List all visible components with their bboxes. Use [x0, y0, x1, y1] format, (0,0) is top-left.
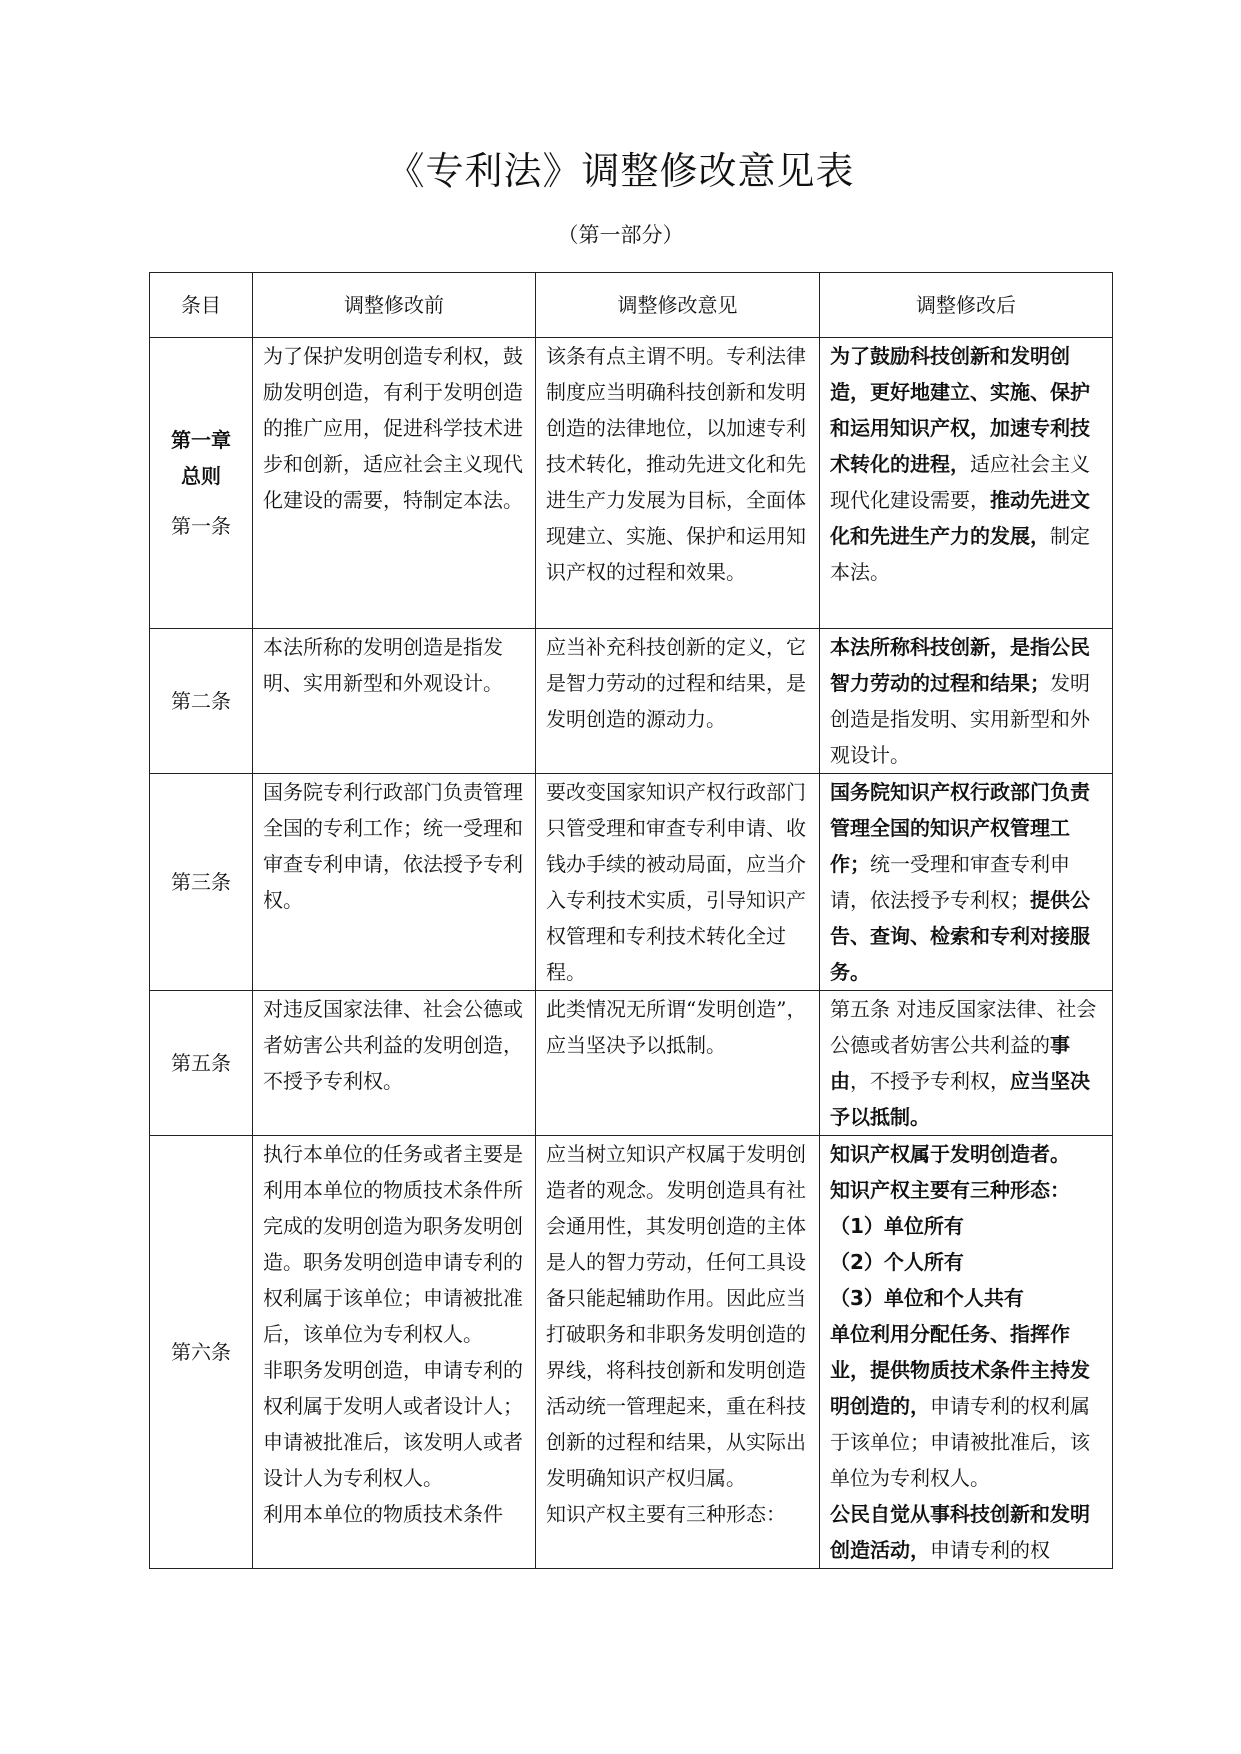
before-paragraph: 执行本单位的任务或者主要是利用本单位的物质技术条件所完成的发明创造为职务发明创造。职务发明创造申请专利的权利属于该单位；申请被批准后，该单位为专利权人。 [263, 1142, 523, 1346]
after-text: 第五条 对违反国家法律、社会公德或者妨害公共利益的 [830, 997, 1097, 1057]
header-after: 调整修改后 [820, 273, 1113, 338]
page-title: 《专利法》调整修改意见表 [386, 149, 855, 193]
opinion-paragraph: 知识产权主要有三种形态： [546, 1502, 786, 1526]
after-text-bold: （1）单位所有 [830, 1214, 964, 1238]
article-label: 第六条 [150, 1136, 253, 1569]
table-row [150, 338, 1113, 629]
after-paragraph [830, 1172, 1102, 1208]
article-label: 第五条 [150, 991, 253, 1136]
opinion-cell: 要改变国家知识产权行政部门只管受理和审查专利申请、收钱办手续的被动局面，应当介入专利技术实质，引导知识产权管理和专利技术转化全过程。 [536, 774, 820, 991]
after-text-bold: 为了鼓励科技创新和发明创造，更好地建立、实施、保护和运用知识产权，加速专利技术转化的进程， [830, 344, 1090, 476]
after-paragraph [830, 1208, 1102, 1244]
after-text: 统一受理和审查专利申请，依法授予专利权； [830, 852, 1070, 912]
after-text-bold: 本法所称科技创新，是指公民智力劳动的过程和结果； [830, 635, 1090, 695]
before-cell: 为了保护发明创造专利权，鼓励发明创造，有利于发明创造的推广应用，促进科学技术进步和创新，适应社会主义现代化建设的需要，特制定本法。 [253, 338, 536, 629]
after-text-bold: 知识产权属于发明创造者。 [830, 1142, 1070, 1166]
after-paragraph [830, 1136, 1102, 1172]
header-opinion: 调整修改意见 [536, 273, 820, 338]
after-cell [820, 629, 1113, 774]
after-text: 申请专利的权利属于该单位；申请被批准后，该单位为专利权人。 [830, 1394, 1090, 1490]
opinion-cell: 应当补充科技创新的定义，它是智力劳动的过程和结果，是发明创造的源动力。 [536, 629, 820, 774]
after-text: ，不授予专利权， [850, 1069, 1010, 1093]
article-label: 第二条 [150, 629, 253, 774]
after-text-bold: 推动先进文化和先进生产力的发展， [830, 488, 1090, 548]
header-before: 调整修改前 [253, 273, 536, 338]
after-paragraph [830, 1316, 1102, 1496]
table-row [150, 991, 1113, 1136]
chapter-label: 第一章 [171, 428, 231, 452]
after-text-bold: 国务院知识产权行政部门负责管理全国的知识产权管理工作； [830, 780, 1090, 876]
before-paragraph: 非职务发明创造，申请专利的权利属于发明人或者设计人；申请被批准后，该发明人或者设计人为专利权人。 [263, 1358, 523, 1490]
after-cell [820, 338, 1113, 629]
after-cell [820, 1136, 1113, 1569]
before-paragraph: 利用本单位的物质技术条件 [263, 1502, 503, 1526]
table-row [150, 774, 1113, 991]
before-cell: 对违反国家法律、社会公德或者妨害公共利益的发明创造，不授予专利权。 [253, 991, 536, 1136]
after-text-bold: （2）个人所有 [830, 1250, 964, 1274]
after-text: 发明创造是指发明、实用新型和外观设计。 [830, 671, 1090, 767]
table-row [150, 1136, 1113, 1569]
article-cell [150, 338, 253, 629]
after-text-bold: 单位利用分配任务、指挥作业，提供物质技术条件主持发明创造的， [830, 1322, 1090, 1418]
after-paragraph [830, 1496, 1102, 1568]
article-label: 第三条 [150, 774, 253, 991]
page-subtitle: （第一部分） [557, 223, 684, 247]
after-text-bold: 应当坚决予以抵制。 [830, 1069, 1090, 1129]
amendment-table [149, 272, 1113, 1569]
after-text-bold: 事由 [830, 1033, 1070, 1093]
after-paragraph [830, 1280, 1102, 1316]
article-label: 第一条 [171, 514, 231, 538]
after-text-bold: 公民自觉从事科技创新和发明创造活动， [830, 1502, 1090, 1562]
table-row [150, 629, 1113, 774]
section-label: 总则 [181, 464, 221, 488]
before-cell [253, 1136, 536, 1569]
before-cell: 本法所称的发明创造是指发明、实用新型和外观设计。 [253, 629, 536, 774]
opinion-cell: 该条有点主谓不明。专利法律制度应当明确科技创新和发明创造的法律地位，以加速专利技术转化，推动先进文化和先进生产力发展为目标，全面体现建立、实施、保护和运用知识产权的过程和效果。 [536, 338, 820, 629]
header-article: 条目 [150, 273, 253, 338]
before-cell: 国务院专利行政部门负责管理全国的专利工作；统一受理和审查专利申请，依法授予专利权。 [253, 774, 536, 991]
table-header-row [150, 273, 1113, 338]
after-text: 适应社会主义现代化建设需要， [830, 452, 1090, 512]
after-paragraph [830, 1244, 1102, 1280]
after-text-bold: 提供公告、查询、检索和专利对接服务。 [830, 888, 1090, 984]
opinion-cell: 此类情况无所谓“发明创造”，应当坚决予以抵制。 [536, 991, 820, 1136]
after-text-bold: （3）单位和个人共有 [830, 1286, 1024, 1310]
after-text: 制定本法。 [830, 524, 1090, 584]
after-cell [820, 991, 1113, 1136]
after-cell [820, 774, 1113, 991]
opinion-paragraph: 应当树立知识产权属于发明创造者的观念。发明创造具有社会通用性，其发明创造的主体是人的智力劳动，任何工具设备只能起辅助作用。因此应当打破职务和非职务发明创造的界线，将科技创新和发明创造活动统一管理起来，重在科技创新的过程和结果，从实际出发明确知识产权归属。 [546, 1142, 806, 1490]
opinion-cell [536, 1136, 820, 1569]
after-text-bold: 知识产权主要有三种形态： [830, 1178, 1070, 1202]
after-text: 申请专利的权 [930, 1538, 1050, 1562]
